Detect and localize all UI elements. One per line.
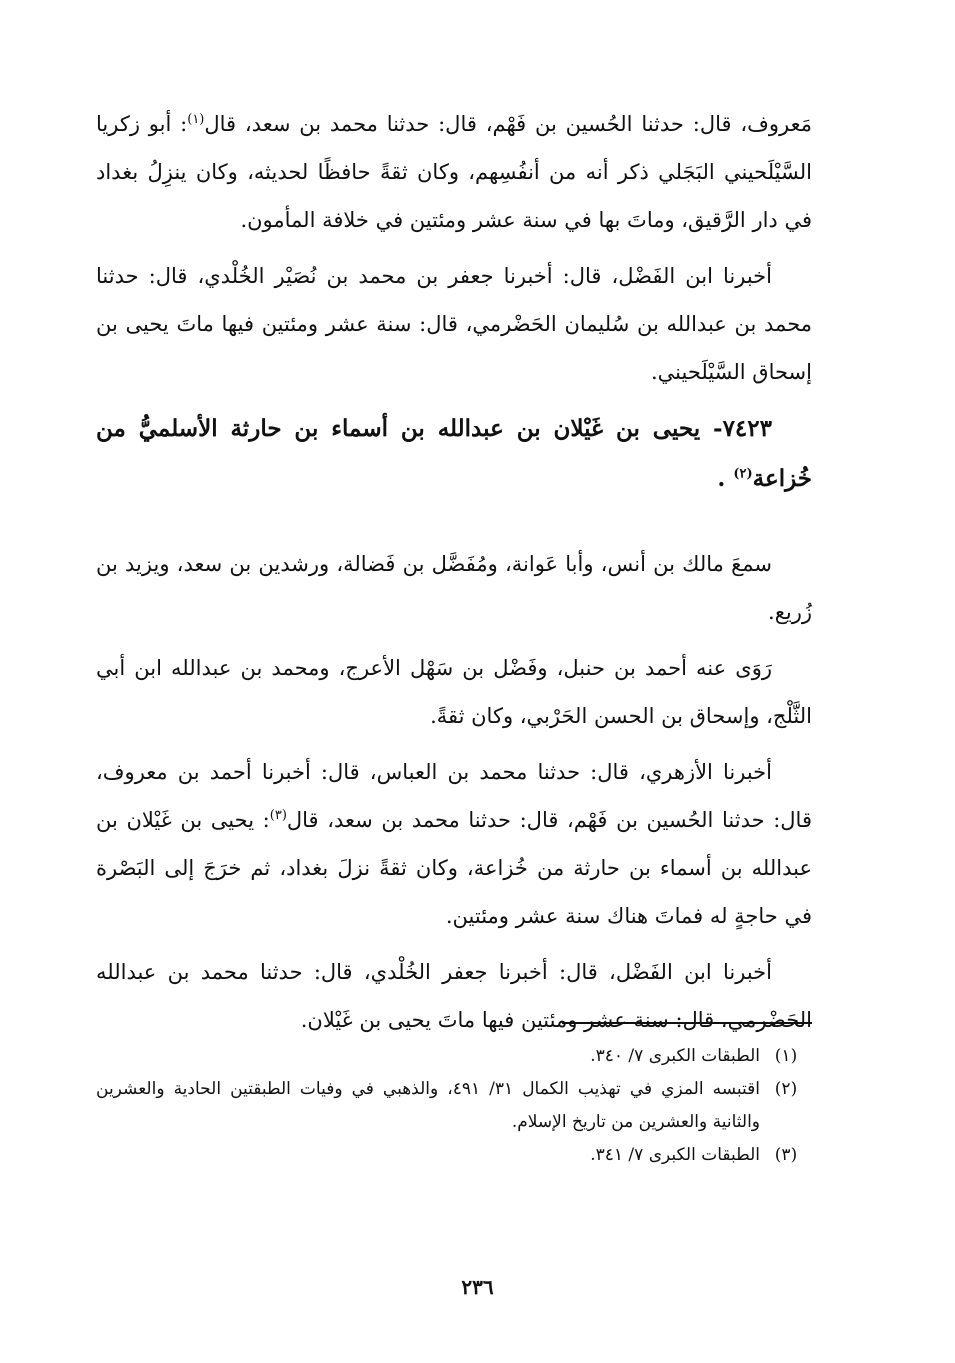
paragraph-chain: أخبرنا ابن الفَضْل، قال: أخبرنا جعفر بن محمد بن نُصَيْر الخُلْدي، قال: حدثنا محمد بن عبدالله بن سُليمان الحَضْرمي، قال: سنة عشر ومئتين فيها ماتَ يحيى بن إسحاق السَّيْلَحيني. xyxy=(96,264,813,384)
footnote-reference[interactable]: (٣) xyxy=(269,808,287,823)
paragraph-text: مَعروف، قال: حدثنا الحُسين بن فَهْم، قال: حدثنا محمد بن سعد، قال xyxy=(204,112,812,136)
paragraph-text: : يحيى بن غَيْلان بن عبدالله بن أسماء بن حارثة من خُزاعة، وكان ثقةً نزلَ بغداد، ثم خرَجَ إلى البَصْرة في حاجةٍ له فماتَ هناك سنة عشر ومئتين. xyxy=(96,808,812,928)
footnote-item xyxy=(96,1040,812,1073)
footnote-reference[interactable]: (١) xyxy=(187,112,205,127)
footnote-text: اقتبسه المزي في تهذيب الكمال ٣١/ ٤٩١، والذهبي في وفيات الطبقتين الحادية والعشرين والثانية والعشرين من تاريخ الإسلام. xyxy=(96,1079,760,1132)
footnote-number: (٣) xyxy=(774,1145,798,1165)
footnote-item xyxy=(96,1073,812,1139)
paragraph-death-date: أخبرنا ابن الفَضْل، قال: أخبرنا جعفر الخُلْدي، قال: حدثنا محمد بن عبدالله الحَضْرمي، قال: سنة عشر ومئتين فيها ماتَ يحيى بن غَيْلان. xyxy=(96,960,812,1032)
entry-title: ٧٤٢٣- يحيى بن غَيْلان بن عبدالله بن أسماء بن حارثة الأسلميُّ من خُزاعة xyxy=(96,415,812,492)
paragraph-continuation xyxy=(96,100,812,244)
footnote-reference[interactable]: (٢) xyxy=(733,466,753,482)
paragraph-report xyxy=(96,748,812,940)
footnote-divider xyxy=(562,1022,812,1024)
paragraph-text: : أبو زكريا السَّيْلَحيني البَجَلي ذكر أنه من أنفُسِهم، وكان ثقةً حافظًا لحديثه، وكان ينزِلُ بغداد في دار الرَّقيق، وماتَ بها في سنة عشر ومئتين في خلافة المأمون. xyxy=(96,112,812,232)
paragraph-students: رَوَى عنه أحمد بن حنبل، وفَضْل بن سَهْل الأعرج، ومحمد بن عبدالله ابن أبي الثَّلْج، وإسحاق بن الحسن الحَرْبي، وكان ثقةً. xyxy=(96,656,812,728)
footnote-text: الطبقات الكبرى ٧/ ٣٤١. xyxy=(590,1145,760,1165)
footnote-number: (٢) xyxy=(774,1079,798,1099)
main-text xyxy=(96,100,812,1052)
entry-heading xyxy=(96,404,812,504)
footnote-item xyxy=(96,1139,812,1172)
footnotes xyxy=(96,1040,812,1172)
heading-end: . xyxy=(717,465,734,492)
footnote-text: الطبقات الكبرى ٧/ ٣٤٠. xyxy=(590,1046,760,1066)
footnote-number: (١) xyxy=(774,1046,798,1066)
page-number: ٢٣٦ xyxy=(461,1275,494,1299)
paragraph-text: أخبرنا الأزهري، قال: حدثنا محمد بن العباس، قال: أخبرنا أحمد بن معروف، قال: حدثنا الحُسين بن فَهْم، قال: حدثنا محمد بن سعد، قال xyxy=(96,760,812,832)
paragraph-teachers: سمعَ مالك بن أنس، وأبا عَوانة، ومُفَضَّل بن فَضالة، ورشدين بن سعد، ويزيد بن زُريع. xyxy=(96,552,812,624)
